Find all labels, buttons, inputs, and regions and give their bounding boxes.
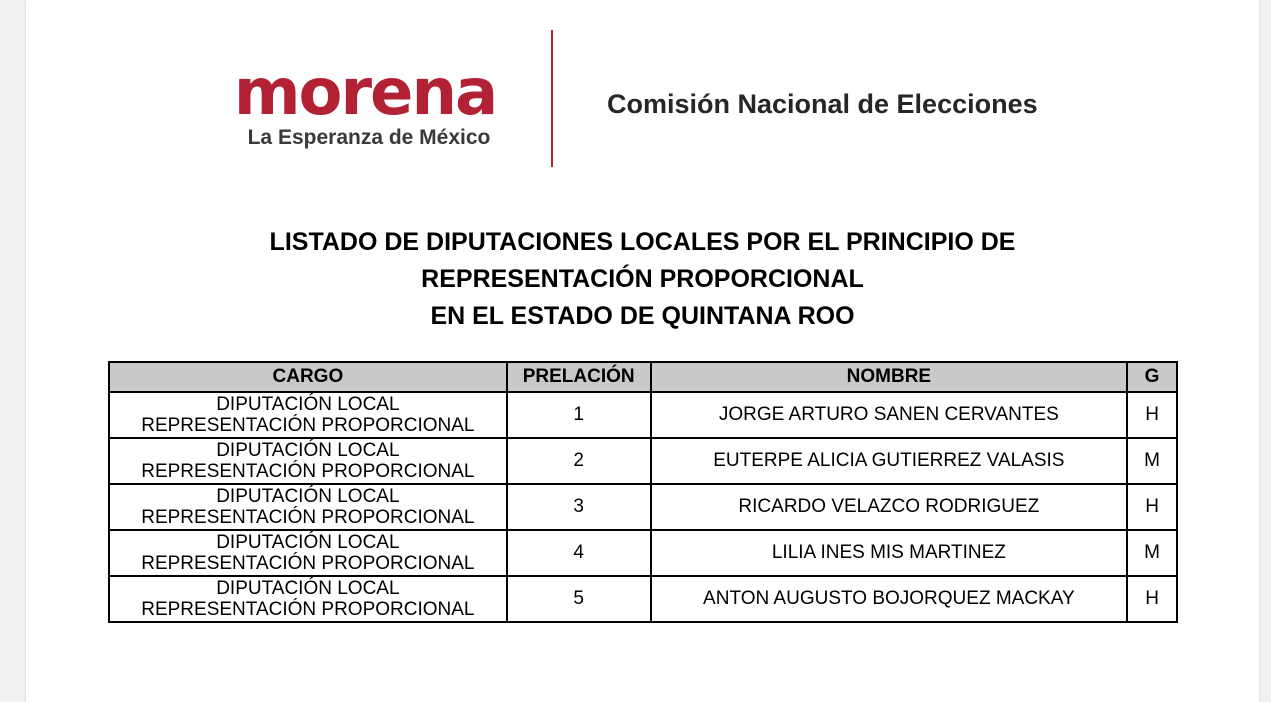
- title-line-2: REPRESENTACIÓN PROPORCIONAL: [421, 265, 864, 293]
- cell-prelacion: 3: [507, 484, 651, 530]
- title-line-3: EN EL ESTADO DE QUINTANA ROO: [430, 302, 855, 330]
- document-title: [26, 224, 1259, 335]
- cell-cargo: [109, 438, 507, 484]
- cell-genero: H: [1127, 576, 1177, 622]
- logo-wordmark: morena: [233, 56, 497, 130]
- cell-genero: M: [1127, 530, 1177, 576]
- title-line-1: LISTADO DE DIPUTACIONES LOCALES POR EL PRINCIPIO DE: [269, 228, 1016, 256]
- cell-genero: H: [1127, 484, 1177, 530]
- commission-name: Comisión Nacional de Elecciones: [607, 89, 1038, 119]
- morena-logo: [220, 58, 510, 150]
- cell-nombre: RICARDO VELAZCO RODRIGUEZ: [651, 484, 1128, 530]
- header-cargo: CARGO: [109, 362, 507, 392]
- cell-genero: H: [1127, 392, 1177, 438]
- cargo-line-1: DIPUTACIÓN LOCAL: [216, 394, 400, 415]
- cell-prelacion: 2: [507, 438, 651, 484]
- cargo-line-2: REPRESENTACIÓN PROPORCIONAL: [141, 415, 475, 436]
- cell-nombre: EUTERPE ALICIA GUTIERREZ VALASIS: [651, 438, 1128, 484]
- cargo-line-1: DIPUTACIÓN LOCAL: [216, 532, 400, 553]
- cargo-line-1: DIPUTACIÓN LOCAL: [216, 486, 400, 507]
- cell-genero: M: [1127, 438, 1177, 484]
- cell-prelacion: 5: [507, 576, 651, 622]
- table-row: [109, 392, 1177, 438]
- cargo-line-1: DIPUTACIÓN LOCAL: [216, 578, 400, 599]
- cell-nombre: JORGE ARTURO SANEN CERVANTES: [651, 392, 1128, 438]
- cell-cargo: [109, 576, 507, 622]
- cell-nombre: LILIA INES MIS MARTINEZ: [651, 530, 1128, 576]
- table-row: [109, 438, 1177, 484]
- cargo-line-1: DIPUTACIÓN LOCAL: [216, 440, 400, 461]
- cargo-line-2: REPRESENTACIÓN PROPORCIONAL: [141, 461, 475, 482]
- cell-prelacion: 1: [507, 392, 651, 438]
- cargo-line-2: REPRESENTACIÓN PROPORCIONAL: [141, 507, 475, 528]
- cell-prelacion: 4: [507, 530, 651, 576]
- table-row: [109, 530, 1177, 576]
- cell-cargo: [109, 484, 507, 530]
- cargo-line-2: REPRESENTACIÓN PROPORCIONAL: [141, 553, 475, 574]
- header-nombre: NOMBRE: [651, 362, 1128, 392]
- header-genero: G: [1127, 362, 1177, 392]
- cell-cargo: [109, 392, 507, 438]
- cell-nombre: ANTON AUGUSTO BOJORQUEZ MACKAY: [651, 576, 1128, 622]
- header-divider: [551, 30, 553, 167]
- table-row: [109, 484, 1177, 530]
- cell-cargo: [109, 530, 507, 576]
- table-header-row: [109, 362, 1177, 392]
- document-page: [26, 0, 1259, 702]
- logo-tagline: La Esperanza de México: [247, 126, 491, 149]
- cargo-line-2: REPRESENTACIÓN PROPORCIONAL: [141, 599, 475, 620]
- table-row: [109, 576, 1177, 622]
- header-prelacion: PRELACIÓN: [507, 362, 651, 392]
- candidates-table: [108, 361, 1178, 623]
